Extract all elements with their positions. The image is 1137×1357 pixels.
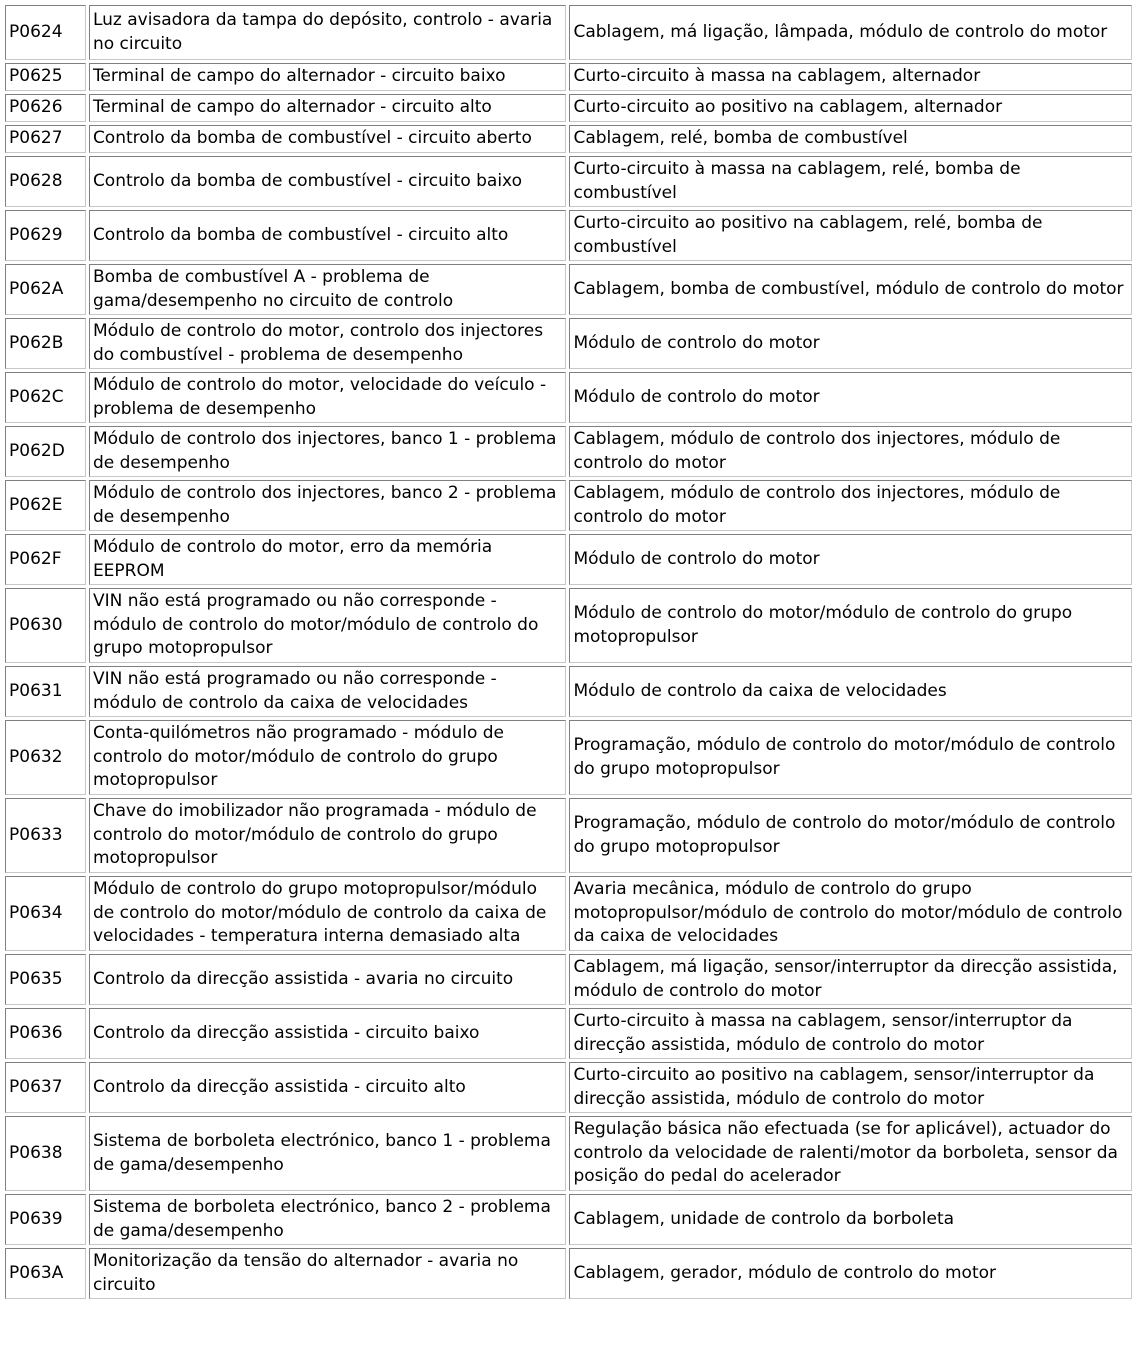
description-cell: Monitorização da tensão do alternador - avaria no circuito — [89, 1248, 567, 1299]
description-cell: Conta-quilómetros não programado - módulo de controlo do motor/módulo de controlo do grupo motopropulsor — [89, 720, 567, 795]
table-row — [5, 5, 1132, 60]
code-cell: P0625 — [5, 63, 86, 91]
causes-cell: Módulo de controlo do motor — [569, 318, 1132, 369]
causes-cell: Cablagem, má ligação, lâmpada, módulo de controlo do motor — [569, 5, 1132, 60]
code-cell: P0632 — [5, 720, 86, 795]
code-cell: P0626 — [5, 94, 86, 122]
causes-cell: Módulo de controlo do motor — [569, 372, 1132, 423]
description-cell: Controlo da direcção assistida - circuito baixo — [89, 1008, 567, 1059]
description-cell: Terminal de campo do alternador - circuito baixo — [89, 63, 567, 91]
description-cell: Chave do imobilizador não programada - módulo de controlo do motor/módulo de controlo do grupo motopropulsor — [89, 798, 567, 873]
code-cell: P0639 — [5, 1194, 86, 1245]
table-row — [5, 318, 1132, 369]
table-row — [5, 480, 1132, 531]
causes-cell: Cablagem, má ligação, sensor/interruptor da direcção assistida, módulo de controlo do motor — [569, 954, 1132, 1005]
description-cell: Controlo da bomba de combustível - circuito aberto — [89, 125, 567, 153]
description-cell: Módulo de controlo do grupo motopropulsor/módulo de controlo do motor/módulo de controlo da caixa de velocidades - temperatura interna demasiado alta — [89, 876, 567, 951]
table-row — [5, 264, 1132, 315]
causes-cell: Programação, módulo de controlo do motor/módulo de controlo do grupo motopropulsor — [569, 798, 1132, 873]
description-cell: Módulo de controlo dos injectores, banco 2 - problema de desempenho — [89, 480, 567, 531]
table-row — [5, 876, 1132, 951]
causes-cell: Cablagem, módulo de controlo dos injectores, módulo de controlo do motor — [569, 480, 1132, 531]
code-cell: P062A — [5, 264, 86, 315]
code-cell: P0631 — [5, 666, 86, 717]
code-cell: P062F — [5, 534, 86, 585]
description-cell: Controlo da direcção assistida - circuito alto — [89, 1062, 567, 1113]
description-cell: Luz avisadora da tampa do depósito, controlo - avaria no circuito — [89, 5, 567, 60]
code-cell: P0633 — [5, 798, 86, 873]
causes-cell: Cablagem, gerador, módulo de controlo do motor — [569, 1248, 1132, 1299]
code-cell: P0638 — [5, 1116, 86, 1191]
code-cell: P0634 — [5, 876, 86, 951]
table-row — [5, 666, 1132, 717]
code-cell: P0624 — [5, 5, 86, 60]
table-row — [5, 426, 1132, 477]
description-cell: Bomba de combustível A - problema de gama/desempenho no circuito de controlo — [89, 264, 567, 315]
table-row — [5, 1194, 1132, 1245]
code-cell: P0635 — [5, 954, 86, 1005]
table-row — [5, 588, 1132, 663]
description-cell: Módulo de controlo do motor, velocidade do veículo - problema de desempenho — [89, 372, 567, 423]
table-row — [5, 210, 1132, 261]
description-cell: Módulo de controlo do motor, controlo dos injectores do combustível - problema de desempenho — [89, 318, 567, 369]
code-cell: P0629 — [5, 210, 86, 261]
description-cell: VIN não está programado ou não corresponde - módulo de controlo do motor/módulo de controlo do grupo motopropulsor — [89, 588, 567, 663]
code-cell: P063A — [5, 1248, 86, 1299]
table-row — [5, 1248, 1132, 1299]
code-cell: P062E — [5, 480, 86, 531]
causes-cell: Curto-circuito à massa na cablagem, sensor/interruptor da direcção assistida, módulo de controlo do motor — [569, 1008, 1132, 1059]
code-cell: P062B — [5, 318, 86, 369]
causes-cell: Curto-circuito ao positivo na cablagem, relé, bomba de combustível — [569, 210, 1132, 261]
causes-cell: Avaria mecânica, módulo de controlo do grupo motopropulsor/módulo de controlo do motor/módulo de controlo da caixa de velocidades — [569, 876, 1132, 951]
table-row — [5, 156, 1132, 207]
code-cell: P062C — [5, 372, 86, 423]
table-row — [5, 1008, 1132, 1059]
causes-cell: Curto-circuito ao positivo na cablagem, sensor/interruptor da direcção assistida, módulo de controlo do motor — [569, 1062, 1132, 1113]
causes-cell: Cablagem, unidade de controlo da borboleta — [569, 1194, 1132, 1245]
fault-code-table — [2, 2, 1135, 1302]
code-cell: P0637 — [5, 1062, 86, 1113]
causes-cell: Programação, módulo de controlo do motor/módulo de controlo do grupo motopropulsor — [569, 720, 1132, 795]
code-cell: P062D — [5, 426, 86, 477]
causes-cell: Módulo de controlo do motor — [569, 534, 1132, 585]
code-cell: P0630 — [5, 588, 86, 663]
table-row — [5, 372, 1132, 423]
table-row — [5, 954, 1132, 1005]
description-cell: Sistema de borboleta electrónico, banco 2 - problema de gama/desempenho — [89, 1194, 567, 1245]
table-row — [5, 1116, 1132, 1191]
causes-cell: Módulo de controlo da caixa de velocidades — [569, 666, 1132, 717]
fault-code-table-body — [5, 5, 1132, 1299]
description-cell: VIN não está programado ou não corresponde - módulo de controlo da caixa de velocidades — [89, 666, 567, 717]
description-cell: Controlo da direcção assistida - avaria no circuito — [89, 954, 567, 1005]
table-row — [5, 125, 1132, 153]
causes-cell: Cablagem, bomba de combustível, módulo de controlo do motor — [569, 264, 1132, 315]
description-cell: Controlo da bomba de combustível - circuito baixo — [89, 156, 567, 207]
causes-cell: Cablagem, módulo de controlo dos injectores, módulo de controlo do motor — [569, 426, 1132, 477]
code-cell: P0627 — [5, 125, 86, 153]
causes-cell: Curto-circuito à massa na cablagem, relé, bomba de combustível — [569, 156, 1132, 207]
description-cell: Terminal de campo do alternador - circuito alto — [89, 94, 567, 122]
causes-cell: Módulo de controlo do motor/módulo de controlo do grupo motopropulsor — [569, 588, 1132, 663]
table-row — [5, 94, 1132, 122]
description-cell: Controlo da bomba de combustível - circuito alto — [89, 210, 567, 261]
table-row — [5, 1062, 1132, 1113]
description-cell: Sistema de borboleta electrónico, banco 1 - problema de gama/desempenho — [89, 1116, 567, 1191]
table-row — [5, 534, 1132, 585]
causes-cell: Curto-circuito ao positivo na cablagem, alternador — [569, 94, 1132, 122]
causes-cell: Cablagem, relé, bomba de combustível — [569, 125, 1132, 153]
table-row — [5, 720, 1132, 795]
table-row — [5, 798, 1132, 873]
description-cell: Módulo de controlo dos injectores, banco 1 - problema de desempenho — [89, 426, 567, 477]
causes-cell: Curto-circuito à massa na cablagem, alternador — [569, 63, 1132, 91]
code-cell: P0628 — [5, 156, 86, 207]
causes-cell: Regulação básica não efectuada (se for aplicável), actuador do controlo da velocidade de ralenti/motor da borboleta, sensor da posição do pedal do acelerador — [569, 1116, 1132, 1191]
table-row — [5, 63, 1132, 91]
code-cell: P0636 — [5, 1008, 86, 1059]
description-cell: Módulo de controlo do motor, erro da memória EEPROM — [89, 534, 567, 585]
